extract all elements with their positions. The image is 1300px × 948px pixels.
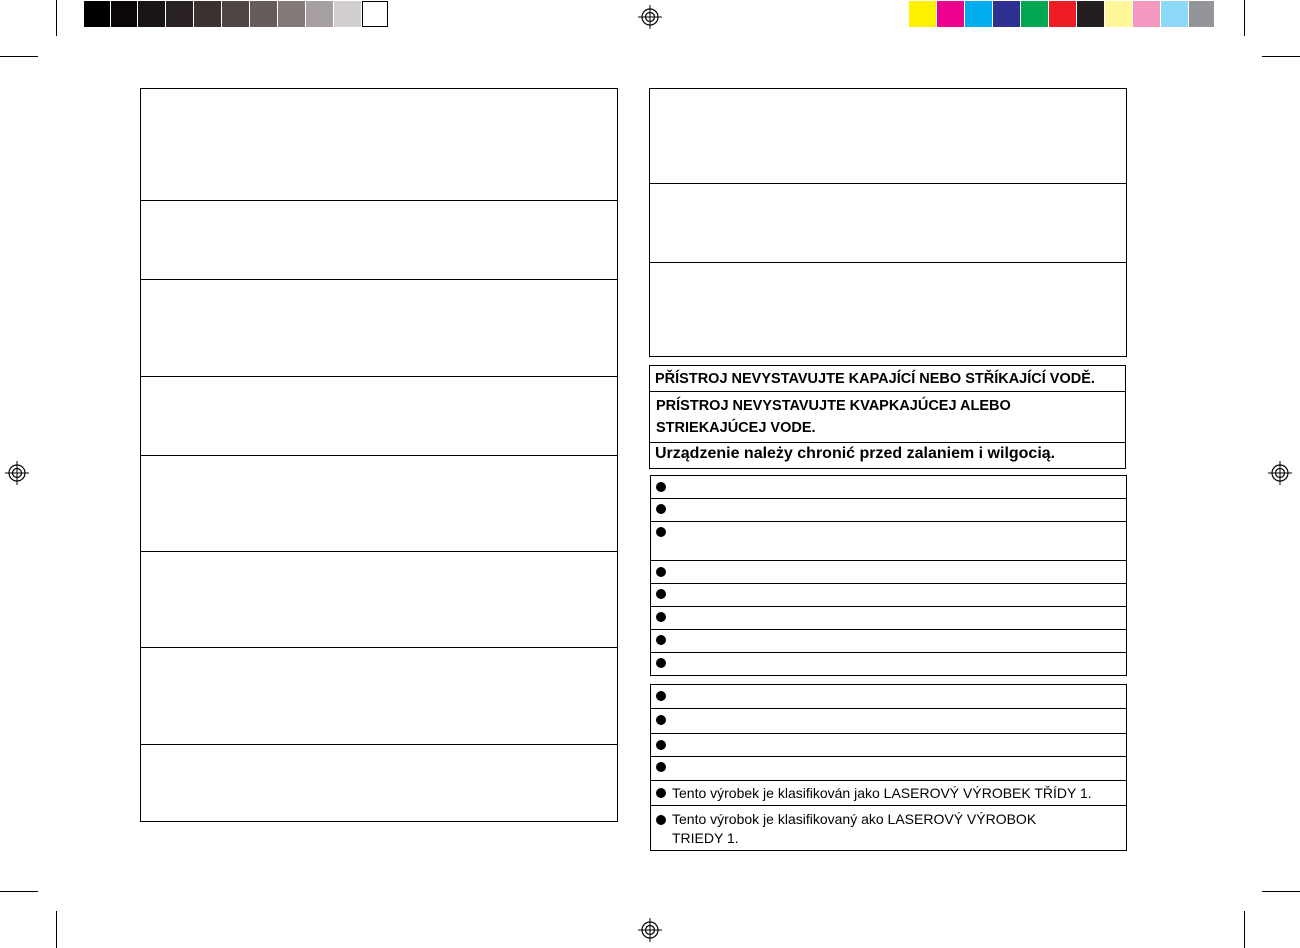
bullet-icon bbox=[656, 762, 666, 772]
gray-swatch bbox=[278, 1, 305, 27]
bullet-icon bbox=[656, 482, 666, 492]
bullet-icon bbox=[656, 715, 666, 725]
bullet-icon bbox=[656, 815, 666, 825]
bullet-icon bbox=[656, 658, 666, 668]
crop-mark bbox=[1262, 56, 1300, 57]
gray-swatch bbox=[362, 1, 388, 27]
bullet-icon bbox=[656, 504, 666, 514]
left-empty-table bbox=[140, 88, 618, 822]
empty-cell bbox=[141, 744, 617, 821]
registration-mark-icon bbox=[638, 5, 662, 29]
bullet-row bbox=[651, 476, 1126, 499]
gray-swatch bbox=[334, 1, 361, 27]
warning-polish-text: Urządzenie należy chronić przed zalaniem i wilgocią. bbox=[655, 445, 1056, 462]
bullet-row bbox=[651, 685, 1126, 709]
gray-swatch bbox=[250, 1, 277, 27]
crop-mark bbox=[0, 56, 38, 57]
empty-cell bbox=[141, 455, 617, 552]
warning-slovak-line1: PRÍSTROJ NEVYSTAVUJTE KVAPKAJÚCEJ ALEBO bbox=[656, 398, 1011, 414]
gray-swatch bbox=[84, 1, 110, 27]
color-swatch bbox=[1105, 1, 1132, 27]
bullet-icon bbox=[656, 740, 666, 750]
color-swatch bbox=[1049, 1, 1076, 27]
water-warning-box bbox=[649, 365, 1126, 469]
laser-czech-text: Tento výrobek je klasifikován jako LASEROVÝ VÝROBEK TŘÍDY 1. bbox=[672, 785, 1092, 801]
gray-swatch bbox=[111, 1, 137, 27]
gray-swatch bbox=[306, 1, 333, 27]
warning-czech-row bbox=[650, 366, 1125, 392]
color-swatch bbox=[1189, 1, 1214, 27]
registration-mark-icon bbox=[638, 918, 662, 942]
bullet-row bbox=[651, 560, 1126, 584]
bullet-icon bbox=[656, 612, 666, 622]
empty-cell bbox=[650, 262, 1126, 356]
gray-swatch bbox=[194, 1, 221, 27]
empty-cell bbox=[141, 551, 617, 648]
color-swatch bbox=[1133, 1, 1160, 27]
warning-polish-row bbox=[650, 442, 1125, 468]
bullet-row bbox=[651, 652, 1126, 675]
empty-cell bbox=[650, 89, 1126, 184]
crop-mark bbox=[1244, 0, 1245, 36]
bullet-table-1 bbox=[650, 475, 1127, 676]
registration-mark-icon bbox=[5, 461, 29, 485]
bullet-row bbox=[651, 708, 1126, 734]
bullet-row bbox=[651, 583, 1126, 607]
bullet-row bbox=[651, 629, 1126, 653]
bullet-icon bbox=[656, 635, 666, 645]
warning-slovak-line2: STRIEKAJÚCEJ VODE. bbox=[656, 420, 816, 436]
empty-cell bbox=[141, 376, 617, 456]
color-swatch bbox=[1161, 1, 1188, 27]
bullet-row bbox=[651, 521, 1126, 561]
empty-cell bbox=[141, 279, 617, 377]
empty-cell bbox=[650, 183, 1126, 263]
laser-slovak-line1: Tento výrobok je klasifikovaný ako LASEROVÝ VÝROBOK bbox=[672, 811, 1037, 827]
gray-swatch bbox=[166, 1, 193, 27]
color-swatch bbox=[965, 1, 992, 27]
warning-slovak-row bbox=[650, 391, 1125, 443]
empty-cell bbox=[141, 200, 617, 280]
bullet-row bbox=[651, 498, 1126, 522]
laser-slovak-row bbox=[651, 805, 1126, 850]
bullet-row bbox=[651, 756, 1126, 781]
empty-cell bbox=[141, 647, 617, 745]
bullet-icon bbox=[656, 788, 666, 798]
laser-czech-row bbox=[651, 780, 1126, 806]
crop-mark bbox=[1244, 911, 1245, 948]
color-swatch bbox=[1077, 1, 1104, 27]
crop-mark bbox=[0, 891, 38, 892]
bullet-table-2 bbox=[650, 684, 1127, 851]
color-swatch bbox=[1021, 1, 1048, 27]
bullet-icon bbox=[656, 527, 666, 537]
color-swatch bbox=[909, 1, 936, 27]
warning-czech-text: PŘÍSTROJ NEVYSTAVUJTE KAPAJÍCÍ NEBO STŘÍKAJÍCÍ VODĚ. bbox=[655, 371, 1095, 387]
bullet-row bbox=[651, 606, 1126, 630]
color-swatch bbox=[937, 1, 964, 27]
bullet-row bbox=[651, 733, 1126, 757]
empty-cell bbox=[141, 89, 617, 201]
bullet-icon bbox=[656, 567, 666, 577]
crop-mark bbox=[56, 911, 57, 948]
registration-mark-icon bbox=[1268, 461, 1292, 485]
bullet-icon bbox=[656, 691, 666, 701]
right-empty-table bbox=[649, 88, 1127, 357]
gray-swatch bbox=[222, 1, 249, 27]
bullet-icon bbox=[656, 589, 666, 599]
laser-slovak-line2: TRIEDY 1. bbox=[672, 830, 739, 846]
color-swatch bbox=[993, 1, 1020, 27]
crop-mark bbox=[1262, 891, 1300, 892]
gray-swatch bbox=[138, 1, 165, 27]
crop-mark bbox=[56, 0, 57, 36]
